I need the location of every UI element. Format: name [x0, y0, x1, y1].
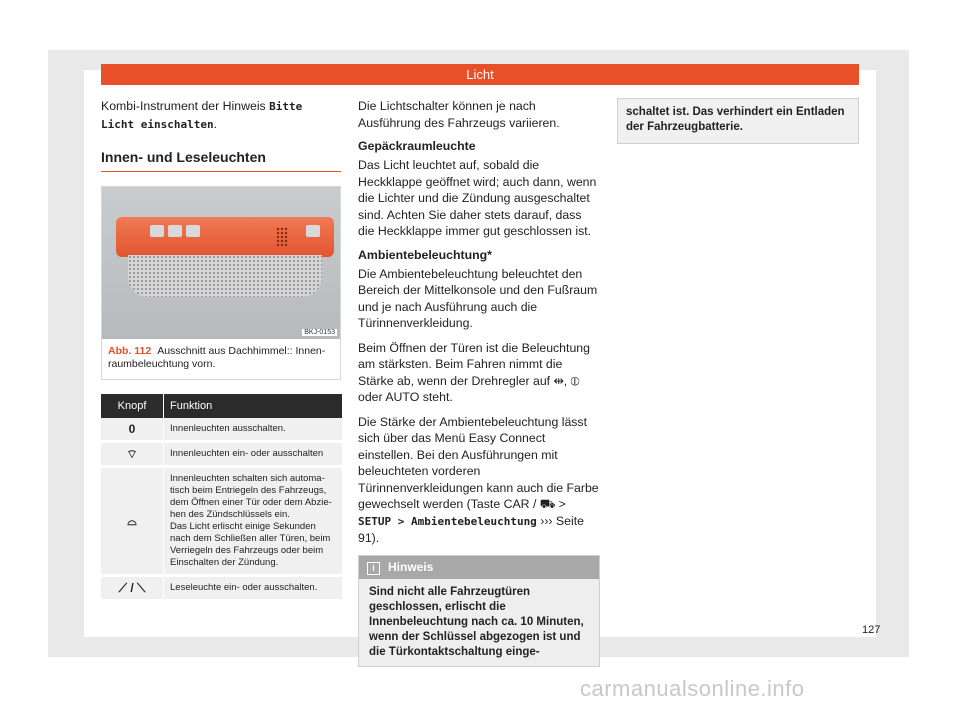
figure-112: [101, 186, 341, 380]
table-cell: Innenleuchten schalten sich automatisch beim Entriegeln des Fahrzeugs, dem Öffnen einer Tür oder dem Abziehen des Zündschlüssels ein. Das Licht erlischt einige Sekunden nach dem Schließen aller Türen, beim Verriegeln des Fahrzeugs oder beim Einschalten der Zündung.: [164, 467, 343, 576]
intro-display-message: Bitte Licht einschalten: [101, 100, 303, 131]
info-icon: i: [367, 562, 380, 575]
header-funktion: Funktion: [164, 394, 343, 418]
intro-text: Kombi-Instrument der Hinweis: [101, 99, 270, 113]
note-box: [358, 555, 600, 667]
paragraph: Beim Öffnen der Türen ist die Beleuchtung am stärksten. Beim Fahren nimmt die Stärke ab, wenn der Drehregler auf ⇹, ⦶ oder AUTO steht.: [358, 340, 590, 404]
text: Die Stärke der Ambientebeleuchtung lässt sich über das Menü Easy Connect einstellen. Bei den Ausführungen mit beleuchteten vorderen Türinnenverkleidungen kann auch die Farbe gewechselt werden (Taste CAR / ⛟ >: [358, 414, 599, 511]
note-continuation: schaltet ist. Das verhindert ein Entladen der Fahrzeugbatterie.: [617, 98, 859, 144]
paragraph: Das Licht leuchtet auf, sobald die Heckklappe geöffnet wird; auch dann, wenn die Lichter und die Zündung ausgeschaltet sind. Achten Sie daher stets darauf, dass die Heckklappe immer gut geschlossen ist.: [358, 158, 597, 238]
table-row: [101, 576, 342, 601]
light-console: [116, 217, 334, 257]
section-header: Licht: [101, 64, 859, 85]
table-row: [101, 418, 342, 442]
figure-caption: [102, 339, 340, 379]
column-left: [101, 98, 341, 602]
caption-text: Ausschnitt aus Dachhimmel:: Innenraumbeleuchtung vorn.: [108, 345, 326, 370]
menu-path: SETUP > Ambientebeleuchtung: [358, 514, 537, 528]
lamp-diffuser: [128, 255, 322, 297]
paragraph: Die Lichtschalter können je nach Ausführung des Fahrzeugs variieren.: [358, 99, 560, 130]
paragraph: Die Ambientebeleuchtung beleuchtet den Bereich der Mittelkonsole und den Fußraum und je nach Ausführung auch die Türinnenverkleidung.: [358, 266, 598, 330]
table-cell: Innenleuchten ein- oder ausschalten: [164, 442, 343, 467]
note-header: [359, 556, 599, 579]
reading-lamp-button: [306, 225, 320, 237]
table-header-row: [101, 394, 342, 418]
table-cell: Leseleuchte ein- oder ausschalten.: [164, 576, 343, 601]
paragraph: [358, 414, 600, 547]
section-title: Innen- und Leseleuchten: [101, 149, 341, 172]
image-code: BKJ-0153: [304, 329, 335, 336]
note-body: Sind nicht alle Fahrzeugtüren geschlossen, erlischt die Innenbeleuchtung nach ca. 10 Minuten, wenn der Schlüssel abgezogen ist und die Türkontaktschaltung einge-: [359, 579, 599, 666]
caption-label: Abb. 112: [108, 345, 152, 357]
table-cell: Innenleuchten ausschalten.: [164, 418, 343, 442]
watermark: carmanualsonline.info: [580, 676, 805, 701]
page-number: 127: [862, 624, 881, 636]
interior-light-icon: ⌔: [101, 442, 164, 467]
header-knopf: Knopf: [101, 394, 164, 418]
subheading-ambientebeleuchtung: Ambientebeleuchtung*: [358, 247, 492, 262]
table-row: [101, 467, 342, 576]
column-right: [617, 98, 859, 144]
switch-button: [186, 225, 200, 237]
roof-console-photo: [102, 187, 340, 339]
table-row: [101, 442, 342, 467]
subheading-gepaeckraumleuchte: Gepäckraumleuchte: [358, 139, 476, 153]
intro-paragraph: [101, 98, 341, 133]
switch-button: [150, 225, 164, 237]
switch-button: [168, 225, 182, 237]
microphone-grille: [276, 227, 288, 247]
intro-period: .: [213, 116, 218, 131]
note-title: Hinweis: [388, 559, 434, 574]
door-contact-icon: ⌓: [101, 467, 164, 576]
column-middle: [358, 98, 600, 667]
off-symbol-icon: 0: [101, 418, 164, 442]
reading-light-icon: ⟋ / ⟍: [101, 576, 164, 601]
page-reference: ››› Seite 91).: [358, 513, 584, 545]
function-table: [101, 394, 342, 602]
